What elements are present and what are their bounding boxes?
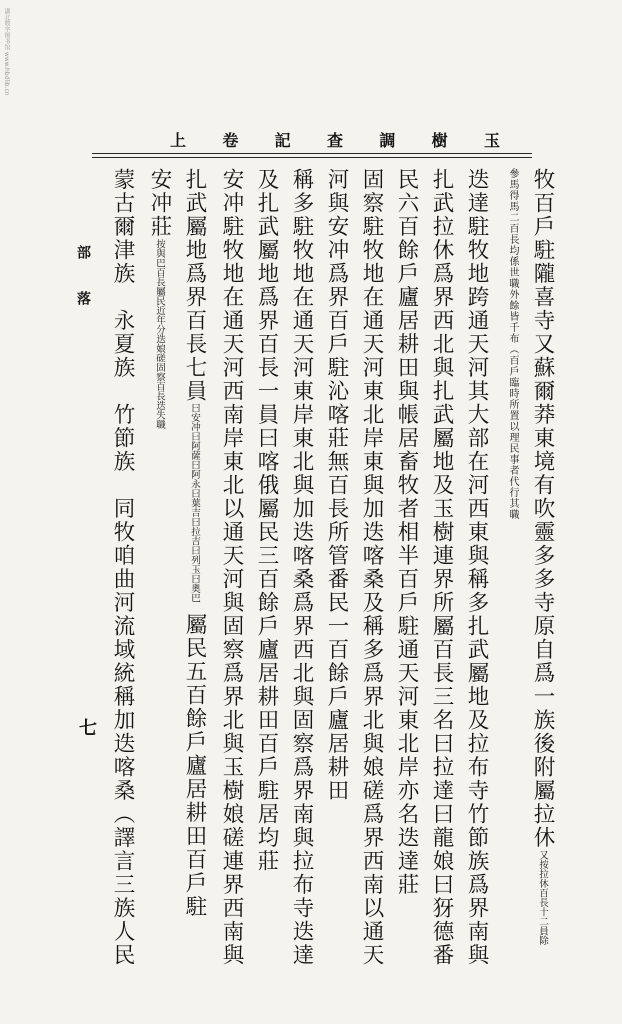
column-text: 河與安冲爲界百戶駐沁喀莊無百長所管番民一百餘戶廬居耕田 — [324, 168, 349, 803]
column-text: 扎武屬地爲界百長七員 — [182, 168, 207, 403]
text-column — [108, 168, 136, 967]
column-text: 民六百餘戶廬居耕田與帳居畜牧者相半百戶駐通天河東北岸亦名迭達莊 — [394, 168, 419, 897]
text-column — [427, 168, 455, 967]
column-note: 又按拉休百長十二員除 — [537, 849, 548, 945]
text-column — [462, 168, 490, 967]
header-char: 玉 — [483, 131, 500, 150]
header-char: 樹 — [431, 131, 448, 150]
header-char: 卷 — [222, 131, 239, 150]
text-column — [180, 168, 208, 948]
watermark: 湖北数字图书馆 www.hbdlib.cn — [3, 8, 10, 96]
page-number: 七 — [76, 718, 97, 736]
text-column — [528, 168, 556, 948]
column-text: 扎武拉休爲界西北與扎武屬地及玉樹連界所屬百長三名曰拉達曰龍娘曰犽德番 — [429, 168, 454, 967]
text-column — [287, 168, 315, 967]
column-text: 及扎武屬地爲界百長一員曰喀俄屬民三百餘戶廬居耕田百戶駐居均莊 — [254, 168, 279, 873]
text-column — [506, 168, 518, 948]
section-label: 部落 — [75, 245, 91, 337]
running-header — [170, 128, 500, 151]
column-text: 安冲駐牧地在通天河西南岸東北以通天河與固察爲界北與玉樹娘磋連界西南與 — [219, 168, 244, 967]
column-text: 牧百戶駐隴喜寺又蘇爾莽東境有吹靈多多寺原自爲一族後附屬拉休 — [530, 168, 555, 850]
text-column — [145, 168, 173, 948]
header-char: 查 — [326, 131, 343, 150]
column-text: 蒙古爾津族 永夏族 竹節族 同牧咱曲河流域統稱加迭喀桑（譯言三族人民 — [110, 168, 135, 967]
text-column — [392, 168, 420, 948]
column-text: 固察駐牧地在通天河東北岸東與加迭喀桑及稱多爲界北與娘磋爲界西南以通天 — [359, 168, 384, 967]
column-note: 按與巴百長屬民近年分迭娘磋固察百長迭失職 — [154, 238, 165, 429]
column-text: 安冲莊 — [147, 168, 172, 239]
text-column — [252, 168, 280, 948]
column-text: 屬民五百餘戶廬居耕田百戶駐 — [182, 613, 207, 919]
text-column — [357, 168, 385, 967]
text-column — [322, 168, 350, 948]
column-text: 稱多駐牧地在通天河東岸東北與加迭喀桑爲界西北與固察爲界南與拉布寺迭達 — [289, 168, 314, 967]
column-note: 參馬得馬二百長均係世職外餘皆千布（百戶臨時所置以理民事者代行其職 — [507, 168, 518, 520]
header-char: 調 — [379, 131, 396, 150]
column-text: 迭達駐牧地跨通天河其大部在河西東與稱多扎武屬地及拉布寺竹節族爲界南與 — [464, 168, 489, 967]
text-column — [217, 168, 245, 967]
header-rule — [92, 157, 532, 158]
column-note: 曰安冲曰阿薩曰阿永曰葉吉曰拉吉曰列玉曰奧巴 — [189, 403, 200, 603]
header-char: 上 — [170, 131, 187, 150]
header-char: 記 — [274, 131, 291, 150]
header-rule — [92, 153, 532, 154]
